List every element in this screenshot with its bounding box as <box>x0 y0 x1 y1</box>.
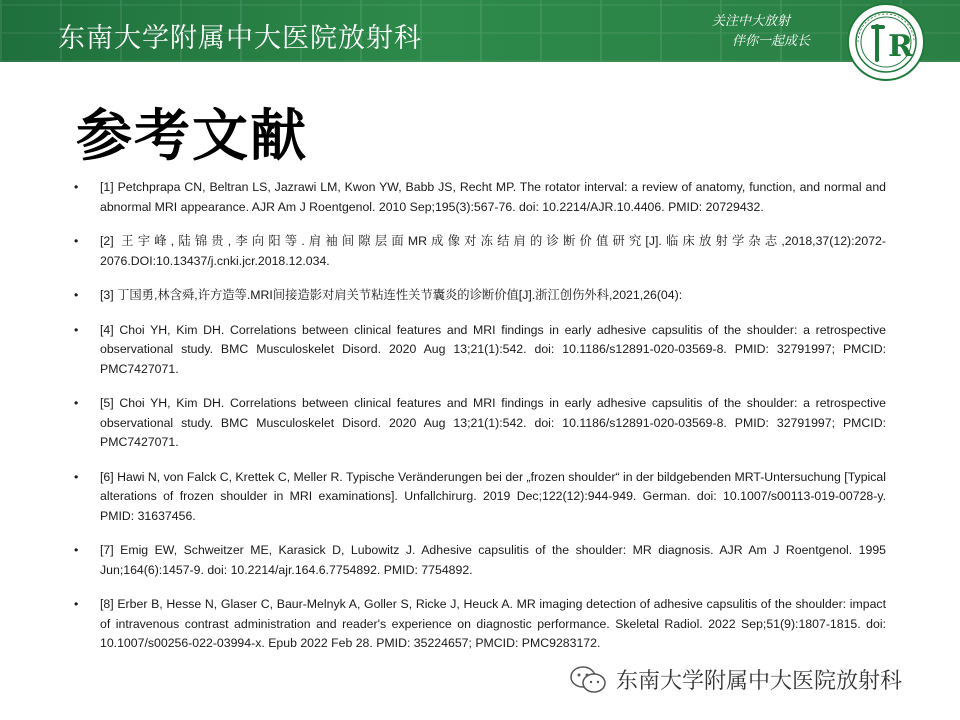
reference-item-2 <box>74 232 886 271</box>
header-title: 东南大学附属中大医院放射科 <box>58 23 422 54</box>
reference-item-5 <box>74 394 886 453</box>
logo-letter: R <box>888 29 913 64</box>
reference-item-3 <box>74 286 886 306</box>
bullet: • <box>74 597 79 611</box>
reference-list <box>74 178 886 654</box>
bullet: • <box>74 180 79 194</box>
bullet: • <box>74 469 79 484</box>
bullet: • <box>74 396 79 410</box>
slogan-line-1: 关注中大放射 <box>712 14 791 29</box>
reference-text: [8] Erber B, Hesse N, Glaser C, Baur-Melnyk A, Goller S, Ricke J, Heuck A. MR imaging detection of adhesive capsulitis of the shoulder: impact of intravenous contrast administration and reader's experience on diagnostic performance. Skeletal Radiol. 2022 Sep;51(9):1807-1815. doi: 10.1007/s00256-022-03994-x. Epub 2022 Feb 28. PMID: 35224657; PMCID: PMC9283172. <box>100 597 886 650</box>
reference-text: [7] Emig EW, Schweitzer ME, Karasick D, Lubowitz J. Adhesive capsulitis of the shoulder: MR diagnosis. AJR Am J Roentgenol. 1995 Jun;164(6):1457-9. doi: 10.2214/ajr.164.6.7754892. PMID: 7754892. <box>100 543 886 577</box>
header-bar <box>0 0 960 62</box>
bullet: • <box>74 322 79 337</box>
reference-item-1 <box>74 178 886 217</box>
reference-text: [1] Petchprapa CN, Beltran LS, Jazrawi LM, Kwon YW, Babb JS, Recht MP. The rotator interval: a review of anatomy, function, and normal and abnormal MRI appearance. AJR Am J Roentgenol. 2010 Sep;195(3):567-76. doi: 10.2214/AJR.10.4406. PMID: 20729432. <box>100 180 886 214</box>
footer-watermark <box>568 664 902 695</box>
page-title: 参考文献 <box>76 104 308 169</box>
reference-text: [2] 王宇峰,陆锦贵,李向阳等.肩袖间隙层面MR成像对冻结肩的诊断价值研究[J].临床放射学杂志,2018,37(12):2072-2076.DOI:10.13437/j.cnki.jcr.2018.12.034. <box>100 234 886 268</box>
reference-item-7 <box>74 541 886 580</box>
bullet: • <box>74 543 79 557</box>
bullet: • <box>74 234 79 248</box>
reference-item-4 <box>74 321 886 380</box>
hospital-radiology-logo <box>846 2 926 82</box>
reference-text: [3] 丁国勇,林含舜,许方造等.MRI间接造影对肩关节粘连性关节囊炎的诊断价值[J].浙江创伤外科,2021,26(04): <box>100 288 683 302</box>
bullet: • <box>74 288 79 302</box>
wechat-icon <box>568 665 608 695</box>
reference-item-6 <box>74 468 886 527</box>
slogan-line-2: 伴你一起成长 <box>732 34 811 49</box>
reference-text: [4] Choi YH, Kim DH. Correlations between clinical features and MRI findings in early adhesive capsulitis of the shoulder: a retrospective observational study. BMC Musculoskelet Disord. 2020 Aug 13;21(1):542. doi: 10.1186/s12891-020-03569-8. PMID: 32791997; PMCID: PMC7427071. <box>100 322 886 376</box>
header-slogan <box>712 12 832 52</box>
reference-text: [6] Hawi N, von Falck C, Krettek C, Meller R. Typische Veränderungen bei der „frozen shoulder“ in der bildgebenden MRT-Untersuchung [Typical alterations of frozen shoulder in MRI examinations]. Unfallchirurg. 2019 Dec;122(12):944-949. German. doi: 10.1007/s00113-019-00728-y. PMID: 31637456. <box>100 469 886 523</box>
reference-item-8 <box>74 595 886 654</box>
footer-text: 东南大学附属中大医院放射科 <box>616 669 903 694</box>
reference-text: [5] Choi YH, Kim DH. Correlations between clinical features and MRI findings in early adhesive capsulitis of the shoulder: a retrospective observational study. BMC Musculoskelet Disord. 2020 Aug 13;21(1):542. doi: 10.1186/s12891-020-03569-8. PMID: 32791997; PMCID: PMC7427071. <box>100 396 886 449</box>
